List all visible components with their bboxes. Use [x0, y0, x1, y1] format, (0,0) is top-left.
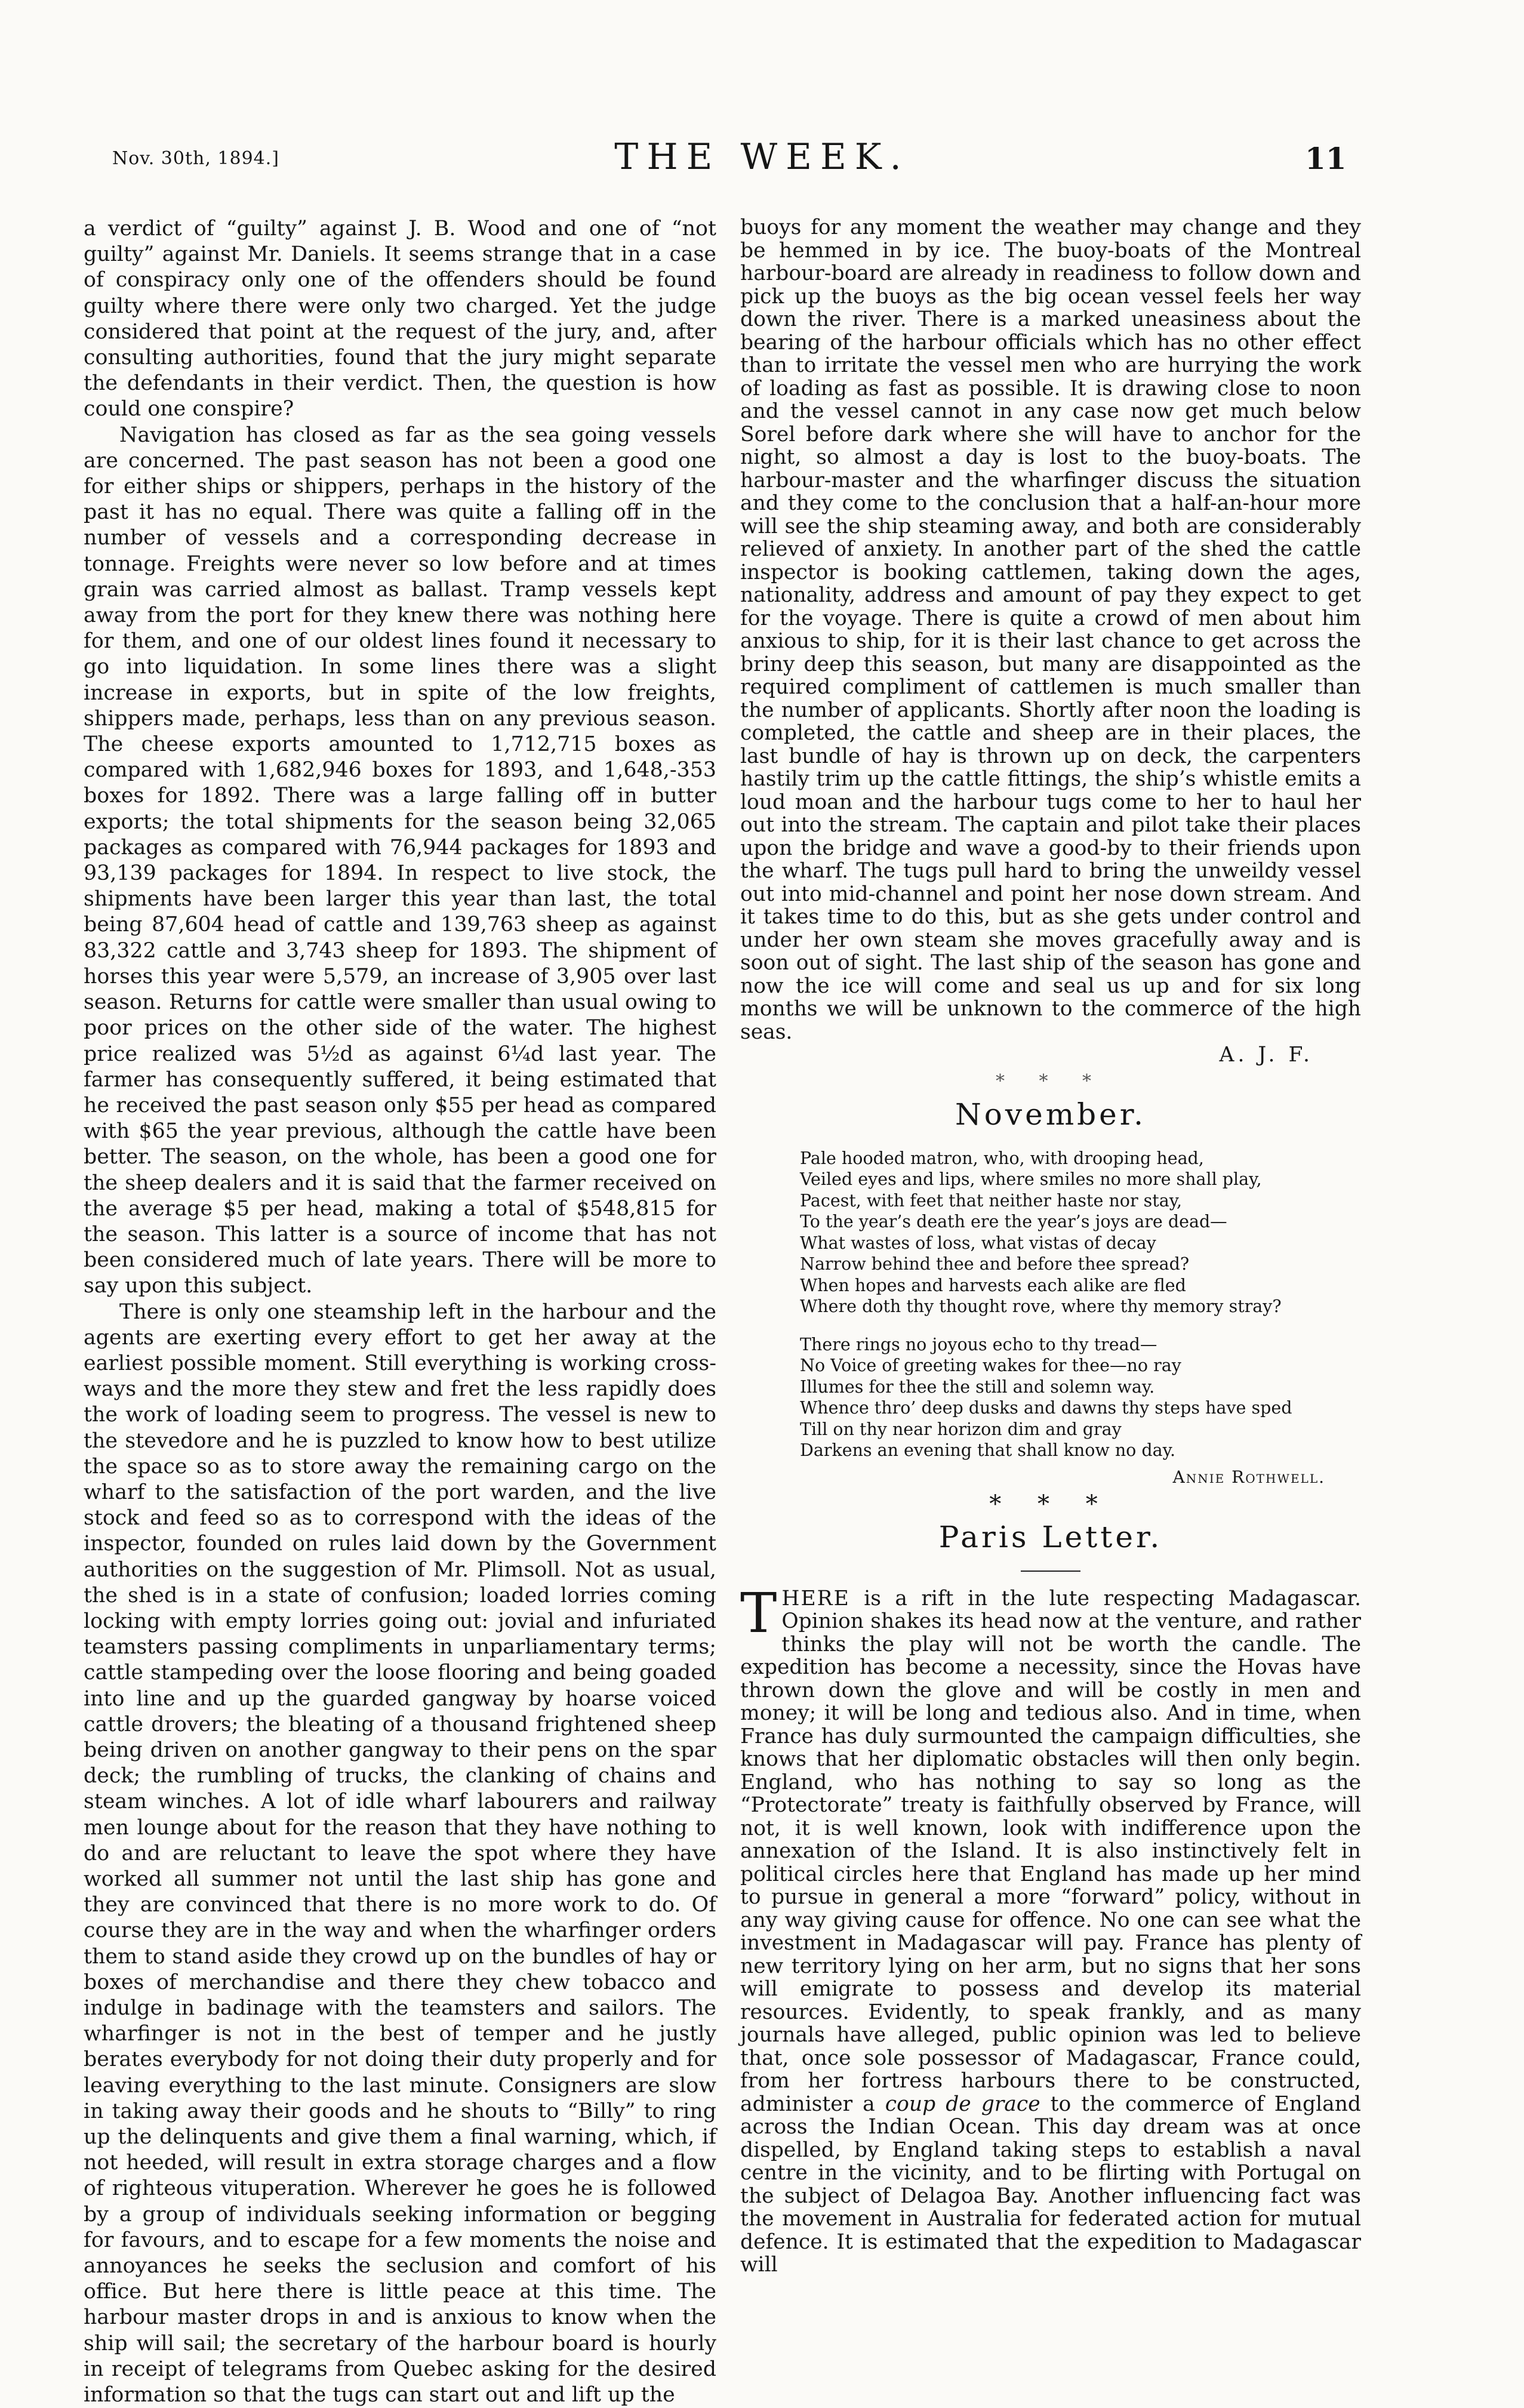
- letter-paragraph: [740, 1581, 1361, 2277]
- publication-title: THE WEEK.: [614, 136, 910, 178]
- section-separator: * * *: [989, 1490, 1112, 1518]
- poem-line: There rings no joyous echo to thy tread—: [800, 1334, 1157, 1354]
- poem-line: Pacest, with feet that neither haste nor stay,: [800, 1190, 1183, 1211]
- poem-line: Narrow behind thee and before thee spread?: [800, 1254, 1190, 1274]
- poem-line: No Voice of greeting wakes for thee—no ray: [800, 1356, 1181, 1375]
- poem-line: Illumes for thee the still and solemn way.: [800, 1377, 1155, 1397]
- poem-line: Till on thy near horizon dim and gray: [800, 1419, 1122, 1439]
- section-separator: * * *: [995, 1070, 1106, 1092]
- italic-phrase: coup de grace: [885, 2092, 1040, 2116]
- poem-line: To the year’s death ere the year’s joys are dead—: [800, 1212, 1227, 1231]
- issue-date: Nov. 30th, 1894.]: [112, 148, 279, 169]
- poem-line: Veiled eyes and lips, where smiles no more shall play,: [800, 1169, 1262, 1189]
- poem-line: Darkens an evening that shall know no day.: [800, 1440, 1176, 1460]
- letter-text: to the commerce of England across the Indian Ocean. This day dream was at once dispelled, by England taking steps to establish a naval centre in the vicinity, and to be flirting with Portugal on the subject of Delagoa Bay. Another influencing fact was the movement in Australia for federated action for mutual defence. It is estimated that the expedition to Madagascar will: [740, 2092, 1361, 2277]
- poem-line: When hopes and harvests each alike are fled: [800, 1275, 1186, 1295]
- poem-line: Whence thro’ deep dusks and dawns thy steps have sped: [800, 1398, 1292, 1418]
- poem-author: Annie Rothwell.: [1172, 1467, 1325, 1487]
- poem-stanza: [800, 1148, 1361, 1317]
- letter-text: is a rift in the lute respecting Madagascar. Opinion shakes its head now at the venture, and rather thinks the play will not be worth the candle. The expedition has become a necessity, since the Hovas have thrown down the glove and will be costly in men and money; it will be long and tedious also. And in time, when France has duly surmounted the campaign difficulties, she knows that her diplomatic obstacles will then only begin. England, who has nothing to say so long as the “Protectorate” treaty is faithfully observed by France, will not, it is well known, look with indifference upon the annexation of the Island. It is also instinctively felt in political circles here that England has made up her mind to pursue in general a more “forward” policy, without in any way giving cause for offence. No one can see what the investment in Madagascar will pay. France has plenty of new territory lying on her arm, but no signs that her sons will emigrate to possess and develop its material resources. Evidently, to speak frankly, and as many journals have alleged, public opinion was led to believe that, once sole possessor of Madagascar, France could, from her fortress harbours there to be constructed, administer a: [740, 1586, 1361, 2116]
- title-rule: [1021, 1571, 1080, 1572]
- poem-title: November.: [955, 1097, 1146, 1132]
- drop-cap: T: [740, 1581, 777, 1645]
- poem-line: Pale hooded matron, who, with drooping head,: [800, 1148, 1204, 1168]
- right-column: [740, 216, 1361, 2277]
- left-column: [84, 216, 716, 2408]
- article-signature: A. J. F.: [1219, 1043, 1313, 1067]
- article-paragraph-continued: a verdict of “guilty” against J. B. Wood and one of “not guilty” against Mr. Daniels. It seems strange that in a case of conspiracy only one of the offenders should be found guilty where there were only two charged. Yet the judge considered that point at the request of the jury, and, after consulting authorities, found that the jury might separate the defendants in their verdict. Then, the question is how could one conspire?: [84, 217, 716, 421]
- poem-stanza: [800, 1334, 1361, 1461]
- page-header: [0, 136, 1524, 190]
- poem-body: [800, 1148, 1361, 1461]
- opening-caps: HERE: [781, 1586, 850, 1611]
- article-paragraph-buoys: buoys for any moment the weather may change and they be hemmed in by ice. The buoy-boats of the Montreal harbour-board are already in readiness to follow down and pick up the buoys as the big ocean vessel feels her way down the river. There is a marked uneasiness about the bearing of the harbour officials which has no other effect than to irritate the vessel men who are hurrying the work of loading as fast as possible. It is drawing close to noon and the vessel cannot in any case now get much below Sorel before dark where she will have to anchor for the night, so almost a day is lost to the buoy-boats. The harbour-master and the wharfinger discuss the situation and they come to the conclusion that a half-an-hour more will see the ship steaming away, and both are considerably relieved of anxiety. In another part of the shed the cattle inspector is booking cattlemen, taking down the ages, nationality, address and amount of pay they expect to get for the voyage. There is quite a crowd of men about him anxious to ship, for it is their last chance to get across the briny deep this season, but many are disappointed as the required compliment of cattlemen is much smaller than the number of applicants. Shortly after noon the loading is completed, the cattle and sheep are in their places, the last bundle of hay is thrown up on deck, the carpenters hastily trim up the cattle fittings, the ship’s whistle emits a loud moan and the harbour tugs come to her to haul her out into the stream. The captain and pilot take their places upon the bridge and wave a good-by to their friends upon the wharf. The tugs pull hard to bring the unweildy vessel out into mid-channel and point her nose down stream. And it takes time to do this, but as she gets under control and under her own steam she moves gracefully away and is soon out of sight. The last ship of the season has gone and now the ice will come and seal us up and for six long months we will be unknown to the commerce of the high seas.: [740, 215, 1361, 1044]
- page-number: 11: [1305, 141, 1347, 176]
- article-paragraph-steamship: There is only one steamship left in the harbour and the agents are exerting every effort to get her away at the earliest possible moment. Still everything is working cross-ways and the more they stew and fret the less rapidly does the work of loading seem to progress. The vessel is new to the stevedore and he is puzzled to know how to best utilize the space so as to store away the remaining cargo on the wharf to the satisfaction of the port warden, and the live stock and feed so as to correspond with the ideas of the inspector, founded on rules laid down by the Government authorities on the suggestion of Mr. Plimsoll. Not as usual, the shed is in a state of confusion; loaded lorries coming locking with empty lorries going out: jovial and infuriated teamsters passing compliments in unparliamentary terms; cattle stampeding over the loose flooring and being goaded into line and up the guarded gangway by hoarse voiced cattle drovers; the bleating of a thousand frightened sheep being driven on another gangway to their pens on the spar deck; the rumbling of trucks, the clanking of chains and steam winches. A lot of idle wharf labourers and railway men lounge about for the reason that they have nothing to do and are reluctant to leave the spot where they have worked all summer not until the last ship has gone and they are convinced that there is no more work to do. Of course they are in the way and when the wharfinger orders them to stand aside they crowd up on the bundles of hay or boxes of merchandise and there they chew tobacco and indulge in badinage with the teamsters and sailors. The wharfinger is not in the best of temper and he justly berates everybody for not doing their duty properly and for leaving everything to the last minute. Consigners are slow in taking away their goods and he shouts to “Billy” to ring up the delinquents and give them a final warning, which, if not heeded, will result in extra storage charges and a flow of righteous vituperation. Wherever he goes he is followed by a group of individuals seeking information or begging for favours, and to escape for a few moments the noise and annoyances he seeks the seclusion and comfort of his office. But here there is little peace at this time. The harbour master drops in and is anxious to know when the ship will sail; the secretary of the harbour board is hourly in receipt of telegrams from Quebec asking for the desired information so that the tugs can start out and lift up the: [84, 1300, 716, 2407]
- letter-title: Paris Letter.: [938, 1519, 1163, 1554]
- article-paragraph-navigation: Navigation has closed as far as the sea going vessels are concerned. The past season has not been a good one for either ships or shippers, perhaps in the history of the past it has no equal. There was quite a falling off in the number of vessels and a corresponding decrease in tonnage. Freights were never so low before and at times grain was carried almost as ballast. Tramp vessels kept away from the port for they knew there was nothing here for them, and one of our oldest lines found it necessary to go into liquidation. In some lines there was a slight increase in exports, but in spite of the low freights, shippers made, perhaps, less than on any previous season. The cheese exports amounted to 1,712,715 boxes as compared with 1,682,946 boxes for 1893, and 1,648,-353 boxes for 1892. There was a large falling off in butter exports; the total shipments for the season being 32,065 packages as compared with 76,944 packages for 1893 and 93,139 packages for 1894. In respect to live stock, the shipments have been larger this year than last, the total being 87,604 head of cattle and 139,763 sheep as against 83,322 cattle and 3,743 sheep for 1893. The shipment of horses this year were 5,579, an increase of 3,905 over last season. Returns for cattle were smaller than usual owing to poor prices on the other side of the water. The highest price realized was 5½d as against 6¼d last year. The farmer has consequently suffered, it being estimated that he received the past season only $55 per head as compared with $65 the year previous, although the cattle have been better. The season, on the whole, has been a good one for the sheep dealers and it is said that the farmer received on the average $5 per head, making a total of $548,815 for the season. This latter is a source of income that has not been considered much of late years. There will be more to say upon this subject.: [84, 423, 716, 1298]
- poem-line: What wastes of loss, what vistas of decay: [800, 1233, 1156, 1253]
- poem-line: Where doth thy thought rove, where thy memory stray?: [800, 1297, 1282, 1316]
